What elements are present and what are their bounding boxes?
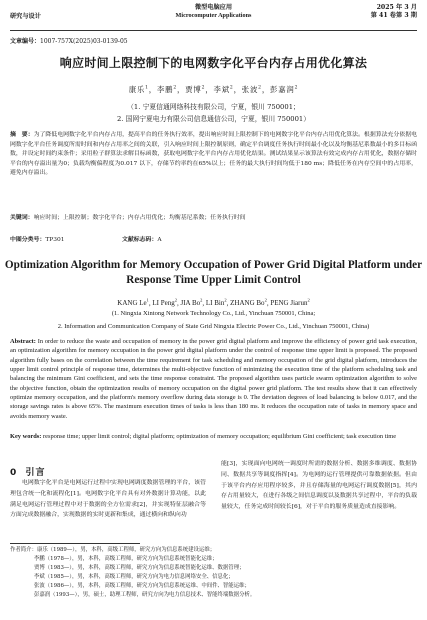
- author-affiliation-mark: 2: [264, 298, 267, 303]
- author-affiliation-mark: 2: [294, 85, 299, 91]
- author-name: KANG Le$^1$: [117, 298, 149, 308]
- abstract-cn: 摘 要：为了降低电网数字化平台内存占用，提高平台的任务执行效率，提出响应时间上限控制下的电网数字化平台内存占用优化算法。根据算法充分依据电网数字化平台任务调度所需时间和内存占用率之间的关联，引入响应时间上限控制原则，确定平台调度任务执行时间最小化以及均衡基尼系数最小的多目标函数，并设定时间约束条件；采用粒子群算法求解目标函数，获取电网数字化平台内存占用优化结果。测试结果显示该算法有效完成内存占用优化，数据存储时平台的内存溢出量为0；负载均衡偏程度为0.017 以下，存储节约率约在65%以上；任务的最大执行时间均低于180 ms；降低任务在内存空间中的占用率，避免内存溢出。: [10, 132, 418, 177]
- section-heading: 0 引言: [10, 468, 46, 478]
- classification-line: [10, 234, 417, 243]
- author-footnotes: [10, 546, 417, 601]
- article-number: 文章编号：1007-757X(2025)03-0139-05: [10, 38, 128, 45]
- author-affiliation-mark: 2: [200, 298, 203, 303]
- footnote-divider: [10, 543, 140, 544]
- keywords-en: Key words: response time; upper limit control; digital platform; optimization of memory occupation; equilibrium Gini coefficient; task execution time: [10, 433, 397, 440]
- author-affiliation-mark: 2: [173, 85, 178, 91]
- footnote-line: 作者简介：康乐（1989—），男，本科，高级工程师，研究方向为信息系统建设运维；: [10, 547, 216, 553]
- keywords-cn: 关键词：响应时间；上限控制；数字化平台；内存占用优化；均衡基尼系数；任务执行时间: [10, 215, 246, 221]
- affiliation-en-1: (1. Ningxia Xintong Network Technology Co., Ltd., Yinchuan 750001, China;: [111, 310, 316, 317]
- author-name: JIA Bo$^2$: [180, 298, 203, 308]
- affiliation-cn-2: 2. 国网宁夏电力有限公司信息通信公司，宁夏，银川 750001）: [116, 115, 311, 123]
- document-code: 文献标志码：A: [122, 237, 162, 243]
- journal-name-en: Microcomputer Applications: [175, 12, 252, 19]
- author-name: ZHANG Bo$^2$: [230, 298, 267, 308]
- author-affiliation-mark: 1: [145, 85, 149, 91]
- title-cn: 响应时间上限控制下的电网数字化平台内存占用优化算法: [59, 56, 368, 70]
- author-name: LI Bin$^2$: [205, 298, 227, 308]
- issue-info: [371, 4, 417, 20]
- author-name: 康乐$^1$: [128, 85, 149, 94]
- author-name: LI Peng$^2$: [152, 298, 177, 308]
- journal-name-cn: 微型电脑应用: [194, 4, 233, 11]
- author-name: 张波$^2$: [241, 85, 262, 94]
- author-name: PENG Jiarun$^2$: [270, 298, 310, 308]
- author-affiliation-mark: 1: [146, 298, 149, 303]
- authors-en: KANG Le$^1$, LI Peng$^2$, JIA Bo$^2$, LI Bin$^2$, ZHANG Bo$^2$, PENG Jiarun$^2$: [117, 298, 310, 308]
- issue-date: 2025 年 3 月: [376, 4, 417, 11]
- footnote-line: 贾博（1983—），男，本科，高级工程师，研究方向为信息系统智能化运维、数据管理；: [34, 565, 245, 572]
- author-name: 李斌$^2$: [213, 85, 234, 94]
- header-divider: [10, 30, 417, 31]
- intro-text-left: 电网数字化平台是电网运行过程中实现电网调度数据管理的平台，该管理包含统一化和流程化[1]。电网数字化平台具有对外数据计算功能，以此满足电网运行管理过程中对于数据的全方位需求[2]，并实现特征层融合等方面完成数据融合，实现数据的实时更新和集成，通过横向和纵向功: [10, 480, 206, 519]
- author-affiliation-mark: 2: [258, 85, 262, 91]
- affiliation-en-2: 2. Information and Communication Company of State Grid Ningxia Electric Power Co., Ltd., Yinchuan 750001, China): [57, 323, 370, 330]
- author-affiliation-mark: 2: [174, 298, 177, 303]
- footnote-line: 张波（1986—），男，本科，高级工程师，研究方向为信息系统运维、中间件、智能运维；: [34, 583, 250, 590]
- footnote-line: 李鹏（1978—），男，本科，高级工程师，研究方向为信息系统智能化运维；: [34, 556, 218, 563]
- column-label: 研究与设计: [10, 13, 41, 20]
- authors-cn: 康乐$^1$，李鹏$^2$，贾博$^2$，李斌$^2$，张波$^2$，彭嘉润$^2$: [128, 85, 299, 94]
- journal-name: [10, 4, 417, 20]
- affiliation-cn-1: （1. 宁夏信通网络科技有限公司，宁夏，银川 750001；: [127, 103, 300, 111]
- intro-text-right: 能[3]，实现面向电网统一调度时所需的数据分析、数据多维调度、数据协同、数据共享等调度指挥[4]。为电网的运行管理提供可靠数据依据。但由于该平台内存应用程序较多，并且存储海量的电网运行调度数据[5]，其内存占用量较大，在进行各级之间信息调度以及数据共享过程中，平台的负载量较大，任务完成时间较长[6]，对于平台的服务质量造成直接影响。: [221, 461, 417, 511]
- author-name: 贾博$^2$: [185, 85, 206, 94]
- title-en: Optimization Algorithm for Memory Occupation of Power Grid Digital Platform under Response Time Upper Limit Control: [4, 259, 423, 286]
- volume-issue: 第 41 卷第 3 期: [370, 12, 417, 19]
- author-affiliation-mark: 2: [307, 298, 310, 303]
- footnote-line: 彭嘉润（1993—），男，硕士，助理工程师，研究方向为电力信息技术、智能终端数据分析。: [34, 592, 256, 599]
- author-affiliation-mark: 2: [224, 298, 227, 303]
- clc-number: 中图分类号：TP301: [10, 237, 65, 243]
- page-header: [10, 3, 417, 29]
- author-name: 李鹏$^2$: [156, 85, 178, 94]
- author-affiliation-mark: 2: [229, 85, 234, 91]
- footnote-line: 李斌（1985—），男，本科，高级工程师，研究方向为电力信息网络安全、信息化；: [34, 574, 234, 581]
- author-name: 彭嘉润$^2$: [270, 85, 299, 94]
- abstract-en: Abstract: In order to reduce the waste and occupation of memory in the power grid digital platform and improve the efficiency of power grid task execution, an optimization algorithm for memory occupation in the power grid digital platform under the control of response time upper limit is proposed. The proposed algorithm fully bases on the correlation between the time requirement for task scheduling and memory occupation of the grid digital platform, introduces the upper limit control principle of response time, determines the multi-objective function of minimizing the execution time of the platform scheduling task and balancing the minimum Gini coefficient, and sets the time response constraint. The proposed algorithm uses particle swarm optimization algorithm to solve the objective function, obtain the optimization results of memory occupation on the digital power grid platform. The test results show that it can effectively optimize memory occupation, and the platform's memory overflow during data storage is 0. The deviation degrees of load balancing is below 0.017, and the storage savings rates is above 65%. The maximum execution times of tasks is less than 180 ms. It reduces the occupation rate of tasks in memory space and avoids memory waste.: [10, 338, 417, 420]
- author-affiliation-mark: 2: [201, 85, 206, 91]
